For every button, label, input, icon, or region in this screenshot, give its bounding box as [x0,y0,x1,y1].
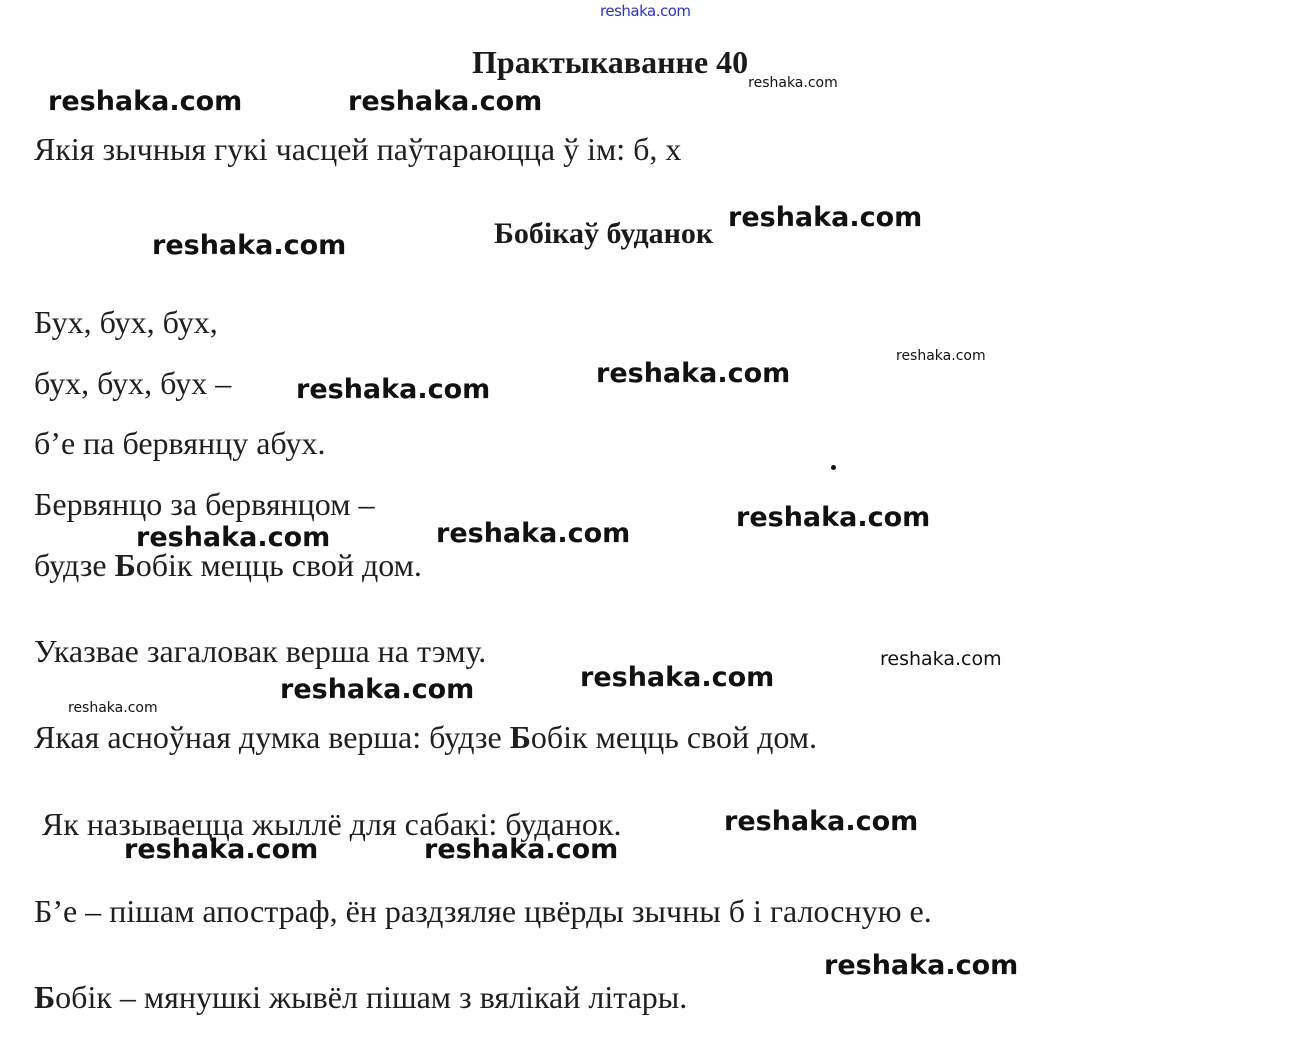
poem-line-3: б’е па бервянцу абух. [34,425,326,461]
watermark: reshaka.com [580,662,775,693]
watermark: reshaka.com [348,86,543,117]
answer-main-idea [34,719,817,755]
capital-bold-letter: Б [34,979,56,1015]
poem-line-5-start: будзе [34,547,115,583]
answer-apostrophe: Б’е – пішам апостраф, ён раздзяляе цвёрды зычны б і галосную е. [34,893,932,929]
watermark: reshaka.com [896,348,986,364]
title-watermark: reshaka.com [748,75,838,91]
main-idea-prefix: Якая асноўная думка верша: будзе [34,719,510,755]
watermark: reshaka.com [124,834,319,865]
main-idea-suffix: обік мецць свой дом. [530,719,818,755]
exercise-title [472,44,838,91]
watermark: reshaka.com [68,700,158,716]
exercise-title-text: Практыкаванне 40 [472,44,749,80]
poem-line-5-bold: Б [114,547,136,583]
main-idea-bold: Б [509,719,531,755]
poem-title: Бобікаў буданок [494,217,714,250]
poem-line-2: бух, бух, бух – [34,365,232,401]
watermark: reshaka.com [724,806,919,837]
stray-dot [831,465,836,470]
watermark: reshaka.com [824,950,1019,981]
capital-rest: обік – мянушкі жывёл пішам з вялікай літары. [55,979,688,1015]
answer-dwelling: Як называецца жыллё для сабакі: буданок. [34,806,622,842]
watermark: reshaka.com [424,834,619,865]
watermark: reshaka.com [280,674,475,705]
answer-topic: Указвае загаловак верша на тэму. [34,633,487,669]
watermark: reshaka.com [596,358,791,389]
site-header-watermark[interactable]: reshaka.com [600,2,691,20]
watermark: reshaka.com [436,518,631,549]
watermark: reshaka.com [152,230,347,261]
poem-line-1: Бух, бух, бух, [34,304,218,340]
watermark: reshaka.com [48,86,243,117]
poem-line-5-end: обік мецць свой дом. [135,547,422,583]
watermark: reshaka.com [296,374,491,405]
watermark: reshaka.com [728,202,923,233]
watermark: reshaka.com [736,502,931,533]
question-consonants: Якія зычныя гукі часцей паўтараюцца ў ім: б, х [34,131,682,167]
poem-line-4: Бервянцо за бервянцом – [34,486,375,522]
answer-capital [34,979,687,1015]
watermark: reshaka.com [880,648,1002,670]
watermark: reshaka.com [136,522,331,553]
